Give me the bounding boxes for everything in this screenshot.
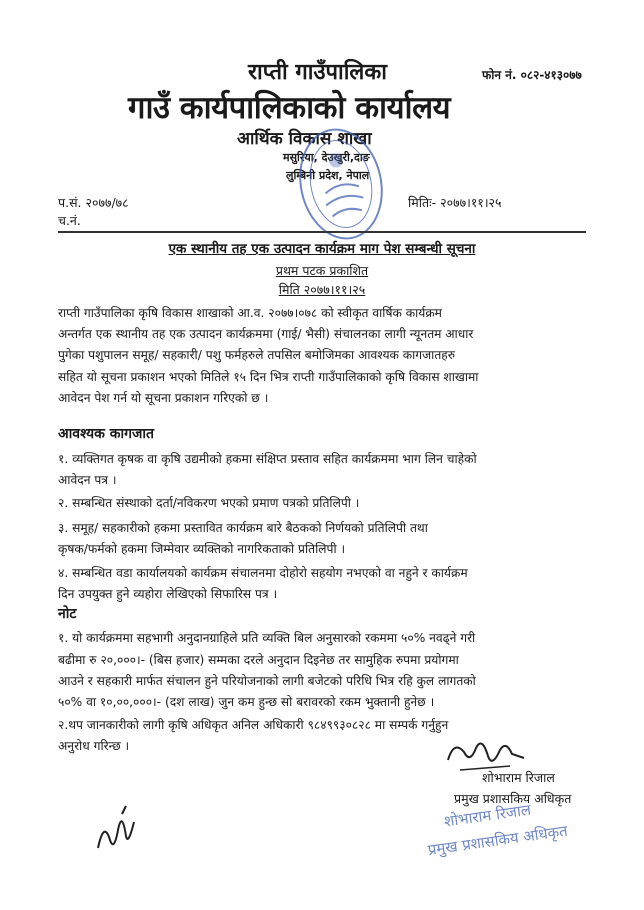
header-divider (58, 231, 586, 233)
office-seal (289, 121, 392, 248)
document-item: कृषक/फर्मको हकमा जिम्मेवार व्यक्तिको नागरिकताको प्रतिलिपी । (58, 542, 346, 556)
municipality-name: राप्ती गाउँपालिका (248, 60, 387, 85)
signatory-title: प्रमुख प्रशासकिय अधिकृत (454, 791, 572, 806)
document-item: आवेदन पत्र । (58, 473, 117, 487)
document-item: ४. सम्बन्धित वडा कार्यालयको कार्यक्रम संचालनमा दोहोरो सहयोग नभएको वा नहुने र कार्यक्रम (58, 566, 468, 580)
office-title: गाउँ कार्यपालिकाको कार्यालय (128, 90, 451, 126)
note-line: ५०% वा १०,००,०००।- (दश लाख) जुन कम हुन्छ सो बरावरको रकम भुक्तानी हुनेछ । (58, 695, 435, 709)
note-line: आउने र सहकारी मार्फत संचालन हुने परियोजनाको लागी बजेटको परिधि भित्र रहि कुल लागतको (58, 674, 476, 688)
branch-name: आर्थिक विकास शाखा (237, 129, 372, 149)
dispatch-number: च.नं. (58, 213, 81, 228)
address-line-1: मसुरिया, देउखुरी,दाङ (283, 151, 370, 164)
publication-date: मिति २०७७।११।२५ (278, 282, 366, 297)
letter-date: मितिः- २०७७।११।२५ (408, 195, 502, 210)
stamp-line-2: प्रमुख प्रशासकिय अधिकृत (426, 821, 569, 860)
note-line: २.थप जानकारीको लागी कृषि अधिकृत अनिल अधिकारी ९८४९९३०८२८ मा सम्पर्क गर्नुहुन (58, 718, 449, 732)
note-line: १. यो कार्यक्रममा सहभागी अनुदानग्राहिले प्रति व्यक्ति बिल अनुसारको रकममा ५०% नवढ्ने गरी (58, 631, 476, 645)
documents-heading: आवश्यक कागजात (58, 426, 155, 442)
signatory-name: शोभाराम रिजाल (482, 770, 555, 785)
publication-status: प्रथम पटक प्रकाशित (275, 263, 369, 278)
address-line-2: लुम्बिनी प्रदेश, नेपाल (286, 169, 370, 182)
notice-title: एक स्थानीय तह एक उत्पादन कार्यक्रम माग पेश सम्बन्धी सूचना (168, 241, 476, 257)
document-item: दिन उपयुक्त हुने व्यहोरा लेखिएको सिफारिस पत्र । (58, 587, 278, 601)
intro-line: आवेदन पेश गर्न यो सूचना प्रकाशन गरिएको छ । (58, 391, 269, 405)
document-item: ३. समूह/ सहकारीको हकमा प्रस्तावित कार्यक्रम बारे बैठकको निर्णयको प्रतिलिपी तथा (58, 521, 428, 535)
reference-number: प.सं. २०७७/७८ (58, 195, 129, 210)
stamp-line-1: शोभाराम रिजाल (442, 800, 533, 831)
note-line: अनुरोध गरिन्छ । (58, 739, 130, 753)
note-line: बढीमा रु २०,०००।- (बिस हजार) सम्मका दरले अनुदान दिइनेछ तर सामुहिक रुपमा प्रयोगमा (58, 653, 459, 667)
note-heading: नोट (58, 606, 77, 622)
initial-signature (92, 800, 142, 860)
phone-number: फोन नं. ०८२-४१३०७७ (482, 68, 582, 82)
officer-stamp (416, 789, 583, 873)
intro-line: राप्ती गाउँपालिका कृषि विकास शाखाको आ.व. २०७७।०७८ को स्वीकृत वार्षिक कार्यक्रम (58, 306, 442, 320)
intro-line: सहित यो सूचना प्रकाशन भएको मितिले १५ दिन भित्र राप्ती गाउँपालिकाको कृषि विकास शाखामा (58, 370, 479, 384)
intro-line: पुगेका पशुपालन समूह/ सहकारी/ पशु फर्महरुले तपसिल बमोजिमका आवश्यक कागजातहरु (58, 348, 456, 362)
intro-line: अन्तर्गत एक स्थानीय तह एक उत्पादन कार्यक्रममा (गाई/ भैसी) संचालनका लागी न्यूनतम आधार (58, 327, 474, 341)
document-item: १. व्यक्तिगत कृषक वा कृषि उद्यमीको हकमा संक्षिप्त प्रस्ताव सहित कार्यक्रममा भाग लिन चाहेको (58, 452, 477, 466)
document-item: २. सम्बन्धित संस्थाको दर्ता/नविकरण भएको प्रमाण पत्रको प्रतिलिपी । (58, 496, 360, 510)
